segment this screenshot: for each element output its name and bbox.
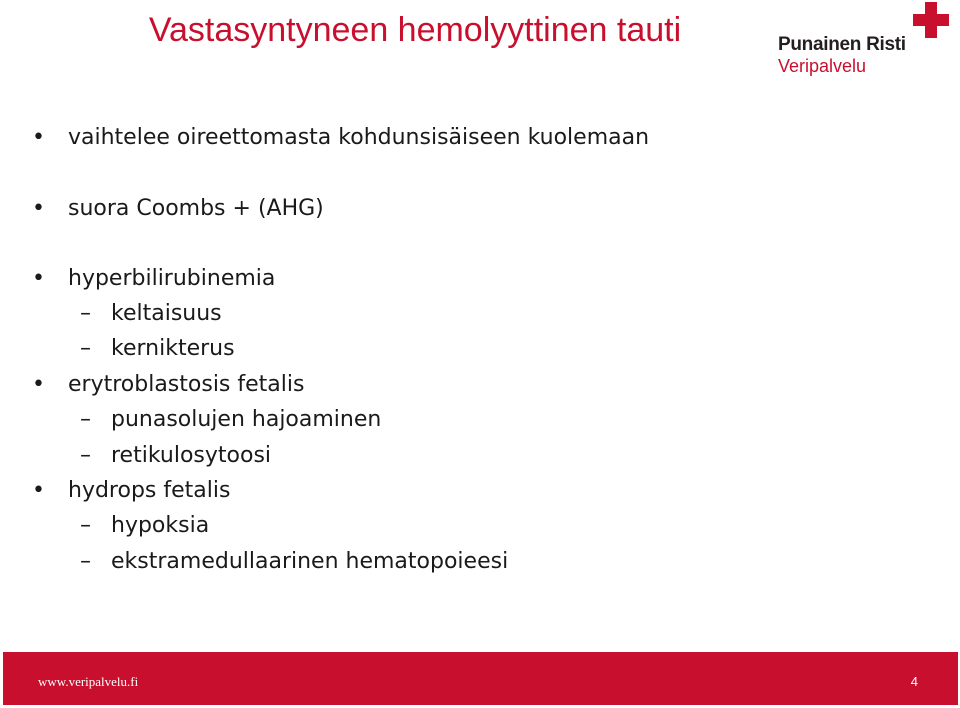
dash-marker: – xyxy=(80,443,91,468)
page-number: 4 xyxy=(910,674,918,689)
dash-marker: – xyxy=(80,513,91,538)
list-item-text: hydrops fetalis xyxy=(68,478,231,503)
bullet-marker: • xyxy=(32,478,45,503)
dash-marker: – xyxy=(80,549,91,574)
bullet-marker: • xyxy=(32,125,45,150)
list-item-text: hyperbilirubinemia xyxy=(68,266,276,291)
list-subitem xyxy=(80,442,272,470)
list-item xyxy=(32,371,305,399)
bullet-marker: • xyxy=(32,266,45,291)
list-subitem-text: ekstramedullaarinen hematopoieesi xyxy=(111,549,509,574)
list-subitem xyxy=(80,512,210,540)
bullet-marker: • xyxy=(32,372,45,397)
list-subitem xyxy=(80,300,222,328)
bullet-marker: • xyxy=(32,196,45,221)
list-item-text: erytroblastosis fetalis xyxy=(68,372,305,397)
list-item xyxy=(32,477,231,505)
logo-name: Punainen Risti xyxy=(778,34,906,55)
list-item-text: suora Coombs + (AHG) xyxy=(68,196,324,221)
dash-marker: – xyxy=(80,301,91,326)
list-subitem-text: hypoksia xyxy=(111,513,210,538)
list-subitem-text: keltaisuus xyxy=(111,301,222,326)
logo-subtitle: Veripalvelu xyxy=(778,56,867,76)
list-subitem-text: punasolujen hajoaminen xyxy=(111,407,382,432)
footer-bar xyxy=(3,652,958,705)
list-subitem-text: retikulosytoosi xyxy=(111,443,272,468)
dash-marker: – xyxy=(80,336,91,361)
list-subitem xyxy=(80,406,382,434)
dash-marker: – xyxy=(80,407,91,432)
list-item-text: vaihtelee oireettomasta kohdunsisäiseen kuolemaan xyxy=(68,125,650,150)
slide-title: Vastasyntyneen hemolyyttinen tauti xyxy=(148,11,682,49)
list-item xyxy=(32,124,650,152)
list-subitem-text: kernikterus xyxy=(111,336,235,361)
list-item xyxy=(32,265,276,293)
list-subitem xyxy=(80,335,235,363)
list-item xyxy=(32,195,324,223)
footer-url-link[interactable]: www.veripalvelu.fi xyxy=(38,674,139,689)
list-subitem xyxy=(80,548,509,576)
